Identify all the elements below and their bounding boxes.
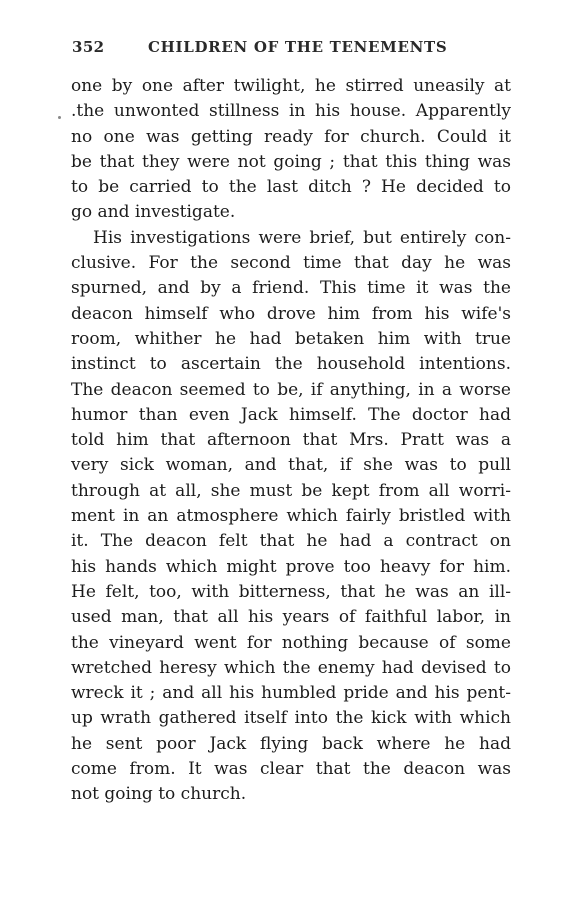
text-line: instinct to ascertain the household intentions. <box>71 354 511 375</box>
text-line: ment in an atmosphere which fairly bristled with <box>71 506 511 527</box>
running-title: CHILDREN OF THE TENEMENTS <box>148 38 448 56</box>
text-line: up wrath gathered itself into the kick with which <box>71 708 511 729</box>
text-line: come from. It was clear that the deacon was <box>71 759 511 780</box>
text-line: wreck it ; and all his humbled pride and his pent- <box>71 683 511 704</box>
text-line: not going to church. <box>71 784 247 805</box>
paragraph-1 <box>71 74 511 226</box>
text-line: to be carried to the last ditch ? He decided to <box>71 177 511 198</box>
text-line: told him that afternoon that Mrs. Pratt was a <box>71 430 511 451</box>
text-line: go and investigate. <box>71 202 236 223</box>
page-header <box>72 38 512 58</box>
text-line: one by one after twilight, he stirred uneasily at <box>71 76 511 96</box>
text-line: through at all, she must be kept from all worri- <box>71 480 511 501</box>
text-line: clusive. For the second time that day he was <box>71 253 511 274</box>
text-line: be that they were not going ; that this thing was <box>71 151 511 172</box>
text-line: the vineyard went for nothing because of some <box>71 632 511 653</box>
text-line: used man, that all his years of faithful labor, in <box>71 607 511 628</box>
text-line: .the unwonted stillness in his house. Apparently <box>71 101 511 122</box>
text-line: He felt, too, with bitterness, that he was an ill- <box>71 581 511 602</box>
page-number: 352 <box>72 38 105 56</box>
print-speck <box>58 116 61 119</box>
text-line: The deacon seemed to be, if anything, in a worse <box>71 379 511 400</box>
text-line: very sick woman, and that, if she was to pull <box>71 455 511 476</box>
text-line: His investigations were brief, but entirely con- <box>93 227 511 248</box>
text-line: no one was getting ready for church. Could it <box>71 126 511 147</box>
text-line: his hands which might prove too heavy for him. <box>71 556 511 577</box>
text-line: he sent poor Jack flying back where he had <box>71 733 511 754</box>
text-line: spurned, and by a friend. This time it was the <box>71 278 511 299</box>
text-line: deacon himself who drove him from his wife's <box>71 303 511 324</box>
text-line: it. The deacon felt that he had a contract on <box>71 531 511 552</box>
paragraph-2 <box>71 226 511 808</box>
body-text <box>71 74 511 808</box>
text-line: room, whither he had betaken him with true <box>71 328 511 349</box>
text-line: humor than even Jack himself. The doctor had <box>71 404 511 425</box>
text-line: wretched heresy which the enemy had devised to <box>71 657 511 678</box>
